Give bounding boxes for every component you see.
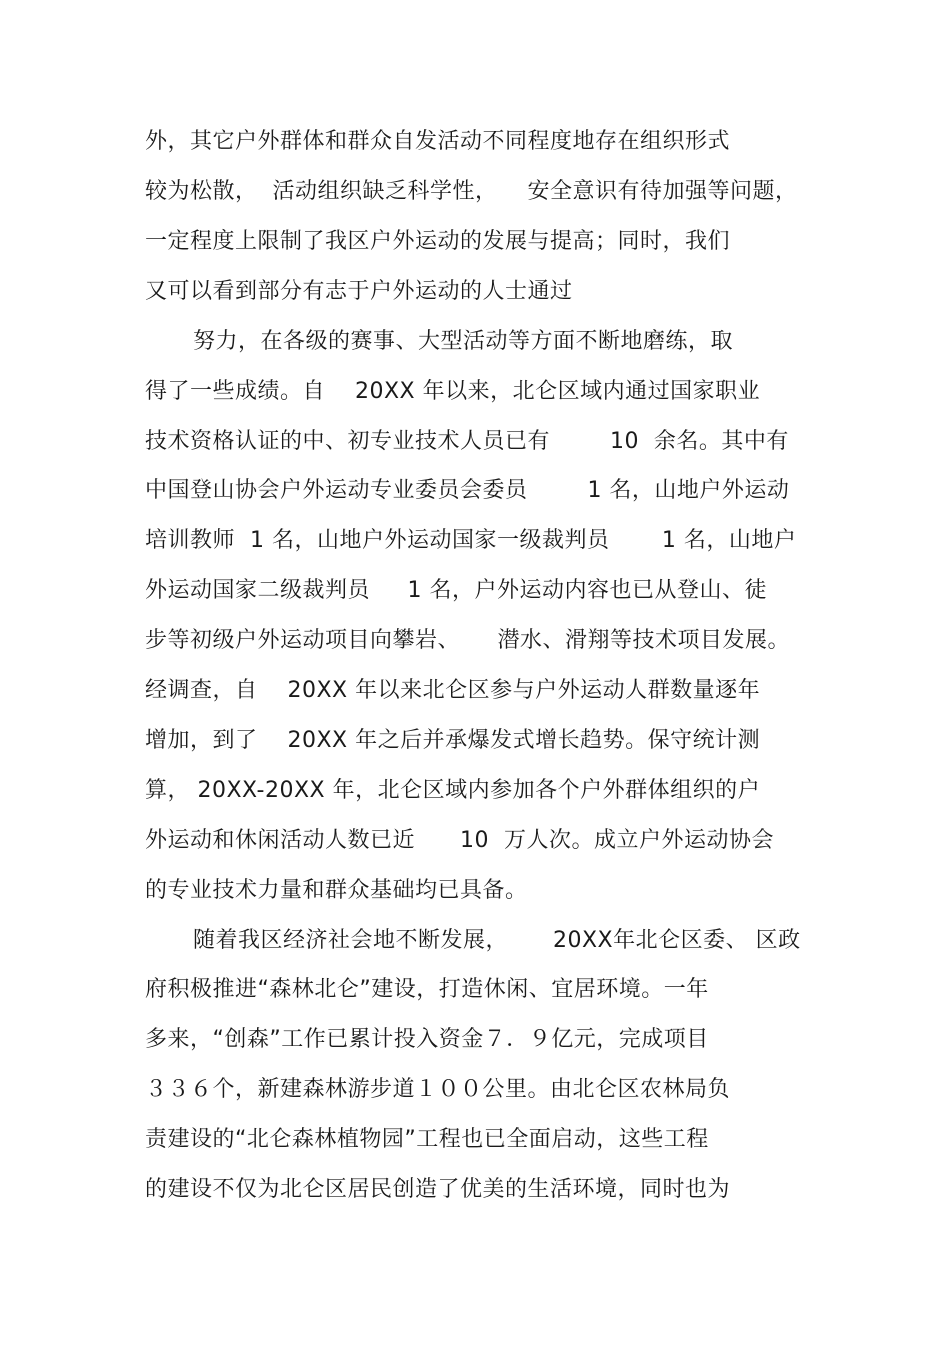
text-line: 较为松散， 活动组织缺乏科学性， 安全意识有待加强等问题， [145,179,798,204]
text-line: 经调查，自 20XX 年以来北仑区参与户外运动人群数量逐年 [145,678,761,703]
paragraph-first-line: 随着我区经济社会地不断发展， 20XX年北仑区委、 区政 [193,928,801,953]
paragraph-first-line: 努力，在各级的赛事、大型活动等方面不断地磨练，取 [193,329,734,354]
text-line: 得了一些成绩。自 20XX 年以来，北仑区域内通过国家职业 [145,379,761,404]
text-line: 算， 20XX-20XX 年，北仑区域内参加各个户外群体组织的户 [145,778,761,803]
text-line: 技术资格认证的中、初专业技术人员已有 10 余名。其中有 [145,429,789,454]
text-line: ３３６个，新建森林游步道１００公里。由北仑区农林局负 [145,1077,731,1102]
text-line: 中国登山协会户外运动专业委员会委员 1 名，山地户外运动 [145,478,790,503]
text-line: 外运动和休闲活动人数已近 10 万人次。成立户外运动协会 [145,828,774,853]
text-line: 外，其它户外群体和群众自发活动不同程度地存在组织形式 [145,129,731,154]
text-line: 步等初级户外运动项目向攀岩、 潜水、滑翔等技术项目发展。 [145,628,790,653]
text-line: 府积极推进“森林北仑”建设，打造休闲、宜居环境。一年 [145,977,709,1002]
text-line: 的建设不仅为北仑区居民创造了优美的生活环境，同时也为 [145,1177,731,1202]
text-line: 培训教师 1 名，山地户外运动国家一级裁判员 1 名，山地户 [145,528,797,553]
text-line: 外运动国家二级裁判员 1 名，户外运动内容也已从登山、徒 [145,578,767,603]
text-line: 多来，“创森”工作已累计投入资金７．９亿元，完成项目 [145,1027,709,1052]
text-line: 增加，到了 20XX 年之后并承爆发式增长趋势。保守统计测 [145,728,761,753]
text-line: 责建设的“北仑森林植物园”工程也已全面启动，这些工程 [145,1127,709,1152]
text-line: 的专业技术力量和群众基础均已具备。 [145,878,528,903]
text-line: 又可以看到部分有志于户外运动的人士通过 [145,279,573,304]
text-line: 一定程度上限制了我区户外运动的发展与提高；同时，我们 [145,229,731,254]
